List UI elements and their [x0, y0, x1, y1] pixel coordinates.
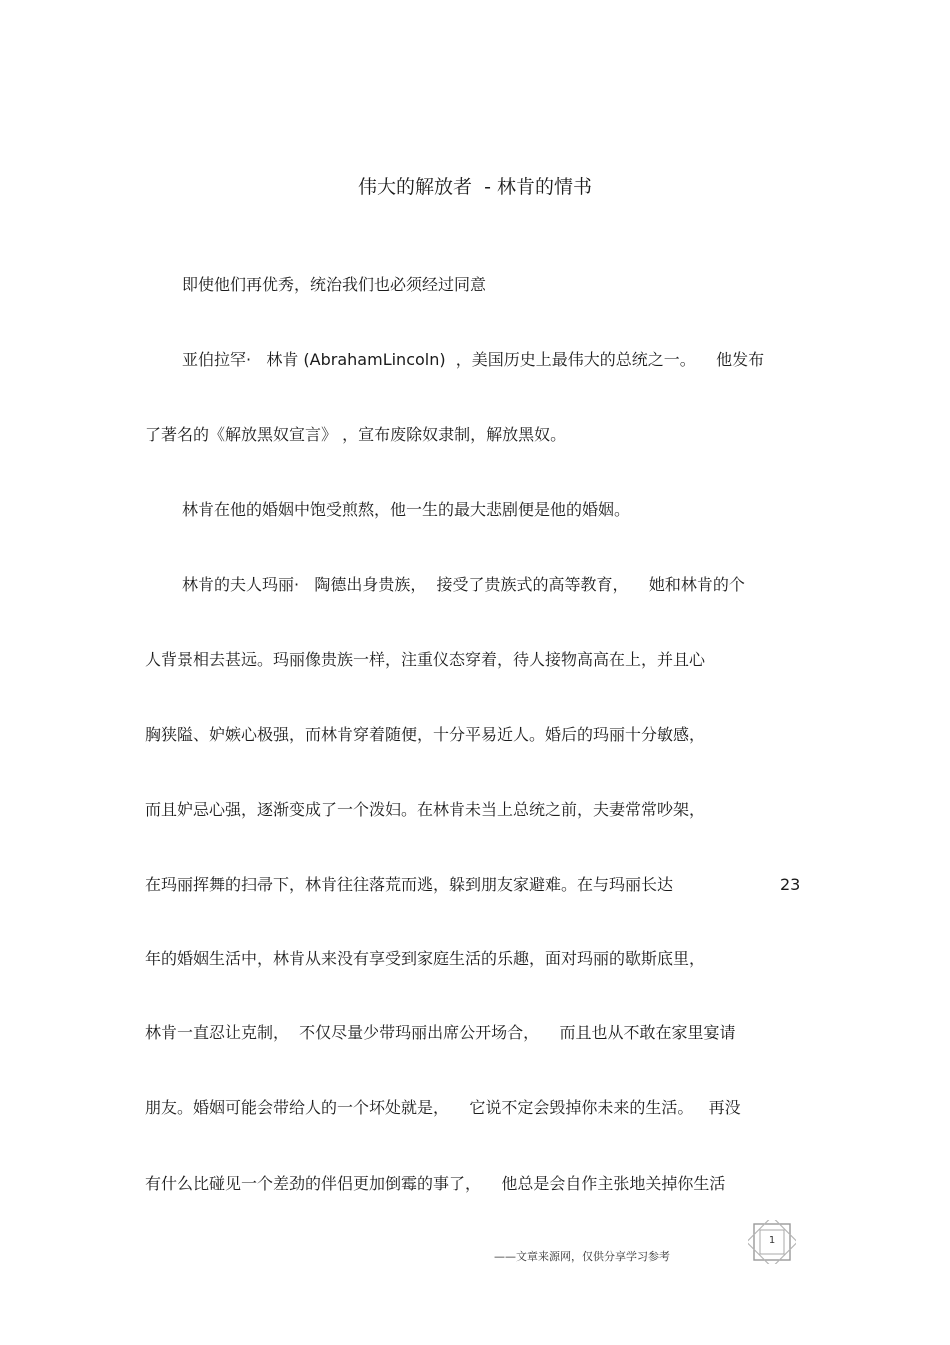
- paragraph-line: 林肯在他的婚姻中饱受煎熬，他一生的最大悲剧便是他的婚姻。: [182, 500, 631, 519]
- number-23: 23: [780, 875, 801, 894]
- page-number-badge: [748, 1220, 796, 1264]
- paragraph-line: 即使他们再优秀，统治我们也必须经过同意: [182, 275, 487, 294]
- paragraph-line: 胸狭隘、妒嫉心极强，而林肯穿着随便，十分平易近人。婚后的玛丽十分敏感，: [145, 725, 706, 744]
- paragraph-line: 亚伯拉罕· 林肯 (AbrahamLincoln) ，美国历史上最伟大的总统之一。 他发布: [182, 350, 765, 369]
- page-number: 1: [768, 1235, 776, 1246]
- paragraph-line: 林肯的夫人玛丽· 陶德出身贵族， 接受了贵族式的高等教育， 她和林肯的个: [182, 575, 745, 594]
- document-title: 伟大的解放者 - 林肯的情书: [358, 176, 592, 198]
- footer-source-note: ——文章来源网，仅供分享学习参考: [494, 1250, 670, 1263]
- paragraph-line: 年的婚姻生活中，林肯从来没有享受到家庭生活的乐趣，面对玛丽的歇斯底里，: [145, 949, 706, 968]
- paragraph-line: 了著名的《解放黑奴宣言》 ，宣布废除奴隶制，解放黑奴。: [145, 425, 567, 444]
- paragraph-line: 林肯一直忍让克制， 不仅尽量少带玛丽出席公开场合， 而且也从不敢在家里宴请: [145, 1023, 736, 1042]
- paragraph-line: 有什么比碰见一个差劲的伴侣更加倒霉的事了， 他总是会自作主张地关掉你生活: [145, 1174, 726, 1193]
- paragraph-line: 在玛丽挥舞的扫帚下，林肯往往落荒而逃，躲到朋友家避难。在与玛丽长达: [145, 875, 674, 894]
- paragraph-line: 人背景相去甚远。玛丽像贵族一样，注重仪态穿着，待人接物高高在上，并且心: [145, 650, 706, 669]
- paragraph-line: 朋友。婚姻可能会带给人的一个坏处就是， 它说不定会毁掉你未来的生活。 再没: [145, 1098, 741, 1117]
- paragraph-line: 而且妒忌心强，逐渐变成了一个泼妇。在林肯未当上总统之前，夫妻常常吵架，: [145, 800, 706, 819]
